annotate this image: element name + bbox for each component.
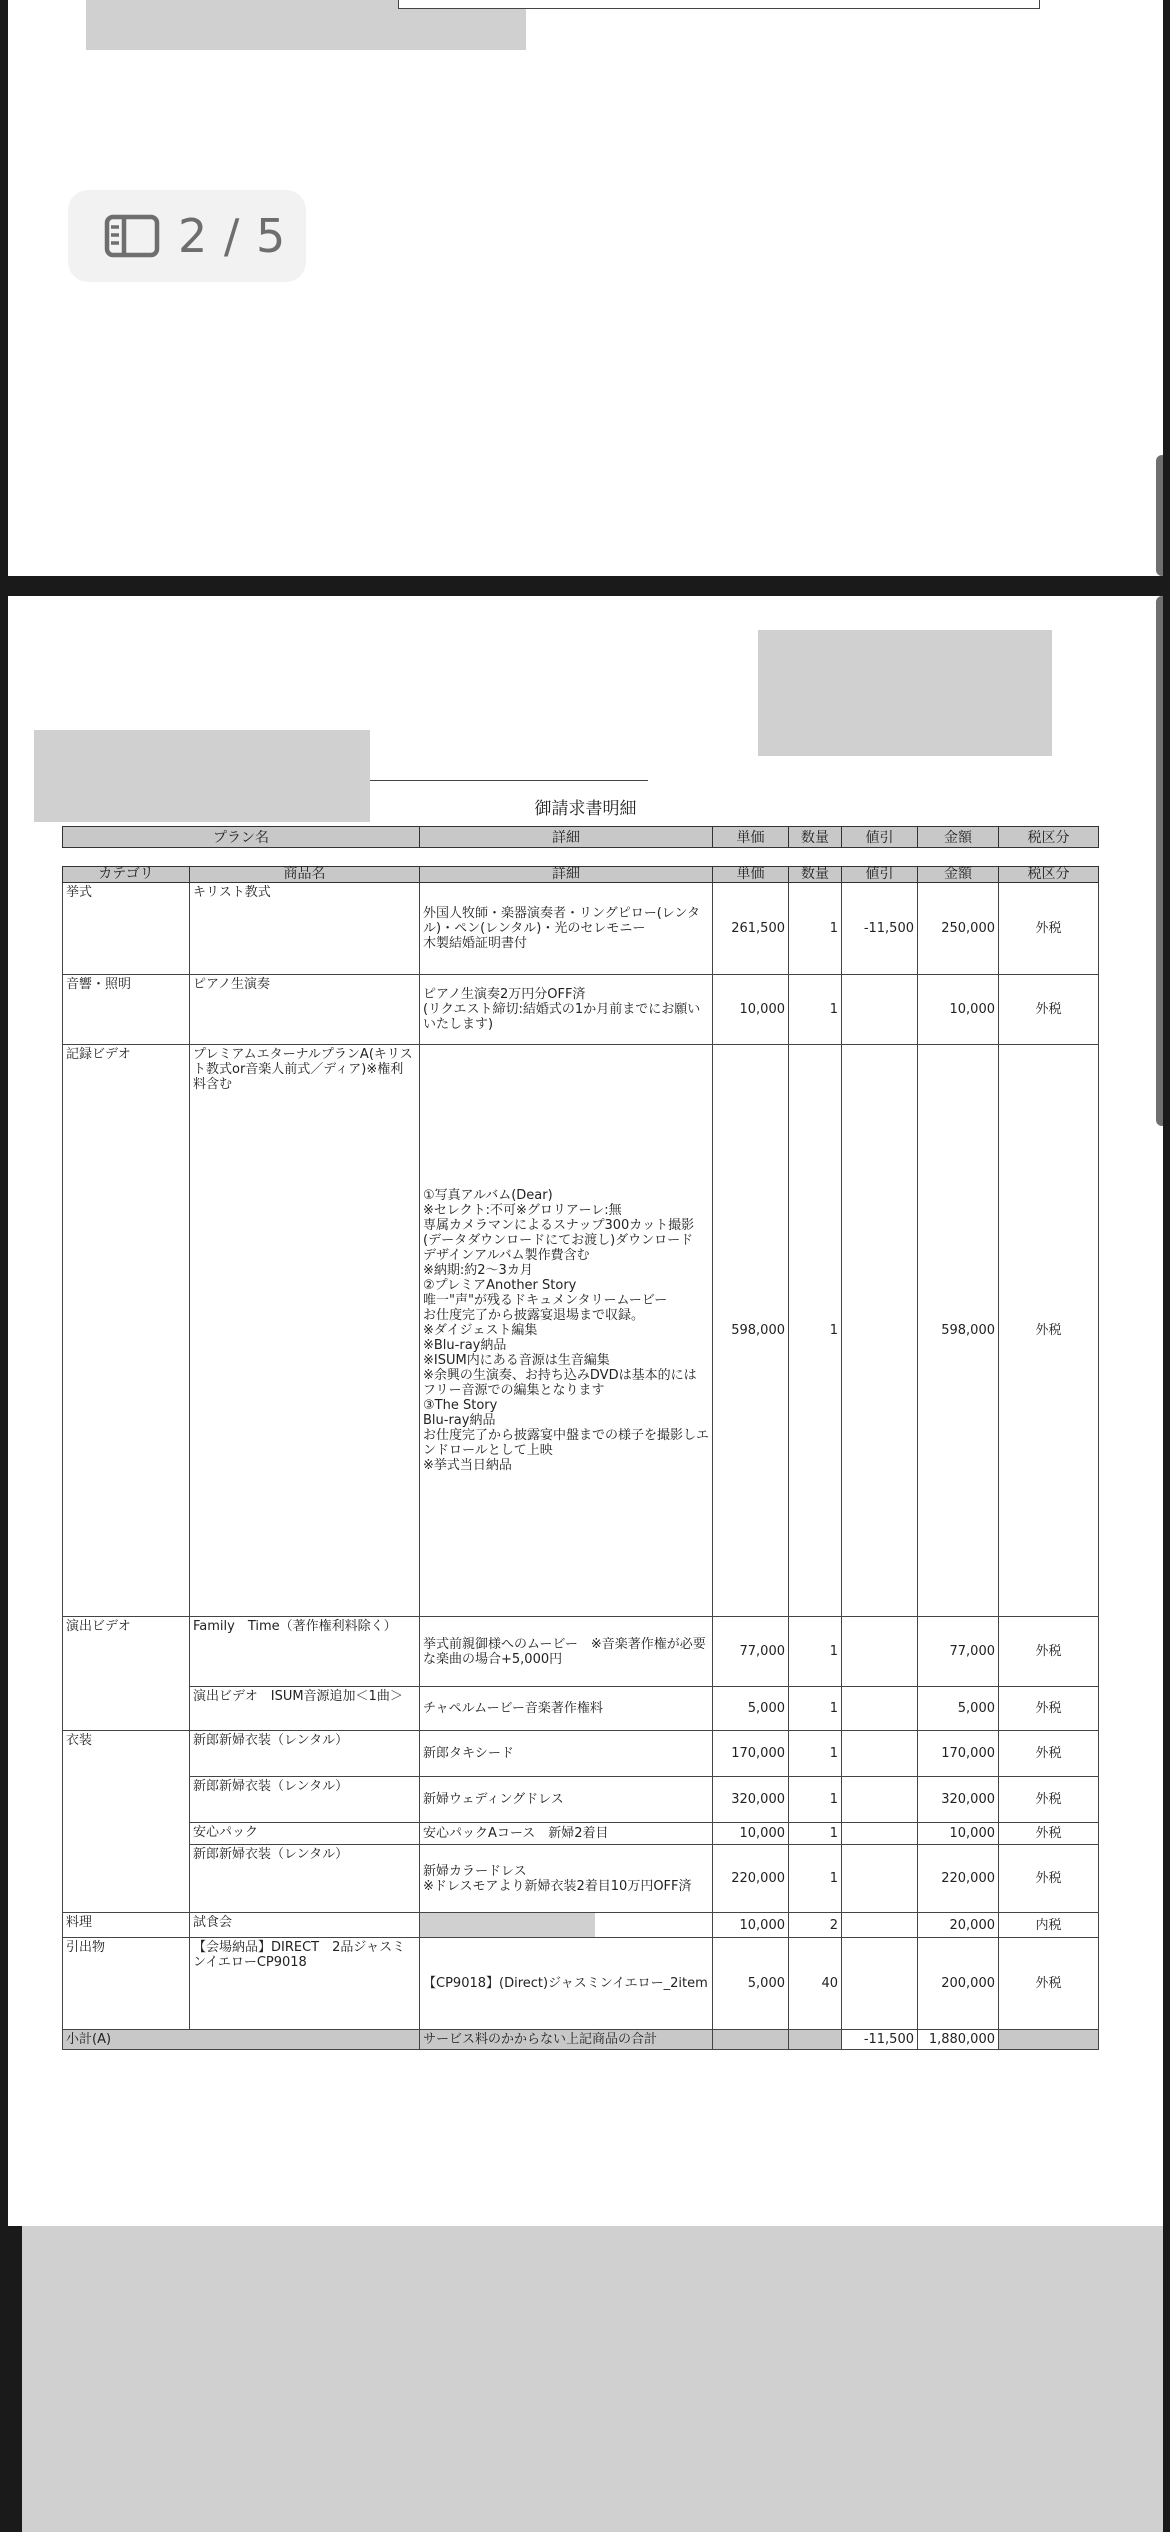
- cell-quantity: 1: [789, 1617, 842, 1687]
- scrollbar-thumb[interactable]: [1156, 596, 1163, 1126]
- column-category: カテゴリ: [63, 867, 190, 883]
- cell-detail: 新婦カラードレス ※ドレスモアより新婦衣装2着目10万円OFF済: [420, 1845, 713, 1913]
- page-indicator[interactable]: [68, 190, 306, 282]
- header-tax-type: 税区分: [999, 827, 1099, 848]
- sidebar-panel-icon: [104, 214, 160, 258]
- cell-unit-price: 77,000: [713, 1617, 789, 1687]
- invoice-detail-table: [62, 866, 1099, 2050]
- column-product: 商品名: [190, 867, 420, 883]
- column-unit-price: 単価: [713, 867, 789, 883]
- cell-quantity: 1: [789, 1731, 842, 1777]
- cell-discount: [842, 1687, 918, 1731]
- cell-amount: 20,000: [918, 1913, 999, 1938]
- redacted-block: [758, 630, 1052, 756]
- cell-amount: 220,000: [918, 1845, 999, 1913]
- cell-product: プレミアムエターナルプランA(キリスト教式or音楽人前式／ディア)※権利料含む: [190, 1045, 420, 1617]
- cell-quantity: 1: [789, 1687, 842, 1731]
- subtotal-discount: -11,500: [842, 2030, 918, 2050]
- table-row: [63, 883, 1099, 975]
- column-tax-type: 税区分: [999, 867, 1099, 883]
- cell-discount: [842, 975, 918, 1045]
- pdf-page-1: [8, 0, 1163, 576]
- column-amount: 金額: [918, 867, 999, 883]
- cell-discount: [842, 1845, 918, 1913]
- table-row: [63, 1617, 1099, 1687]
- cell-detail: ①写真アルバム(Dear) ※セレクト:不可※グロリアーレ:無 専属カメラマンによるスナップ300カット撮影 (データダウンロードにてお渡し)ダウンロード デザインアルバム製作費含む ※納期:約2～3カ月 ②プレミアAnother Story 唯一"声"が残るドキュメンタリームービー お仕度完了から披露宴退場まで収録。 ※ダイジェスト編集 ※Blu-ray納品 ※ISUM内にある音源は生音編集 ※余興の生演奏、お持ち込みDVDは基本的にはフリー音源での編集となります ③The Story Blu-ray納品 お仕度完了から披露宴中盤までの様子を撮影しエンドロールとして上映 ※挙式当日納品: [420, 1045, 713, 1617]
- cell-tax-type: 外税: [999, 1845, 1099, 1913]
- scrollbar-thumb[interactable]: [1156, 455, 1163, 576]
- cell-detail: 新婦ウェディングドレス: [420, 1777, 713, 1823]
- cell-detail: 外国人牧師・楽器演奏者・リングピロー(レンタル)・ペン(レンタル)・光のセレモニー 木製結婚証明書付: [420, 883, 713, 975]
- cell-product: キリスト教式: [190, 883, 420, 975]
- cell-quantity: 1: [789, 1845, 842, 1913]
- column-discount: 値引: [842, 867, 918, 883]
- cell-tax-type: 外税: [999, 975, 1099, 1045]
- cell-detail: 挙式前親御様へのムービー ※音楽著作権が必要な楽曲の場合+5,000円: [420, 1617, 713, 1687]
- cell-unit-price: 170,000: [713, 1731, 789, 1777]
- cell-unit-price: 10,000: [713, 1823, 789, 1845]
- page-indicator-label: 2 / 5: [178, 209, 287, 263]
- header-unit-price: 単価: [713, 827, 789, 848]
- subtotal-detail: サービス料のかからない上記商品の合計: [420, 2030, 713, 2050]
- cell-amount: 170,000: [918, 1731, 999, 1777]
- cell-tax-type: 外税: [999, 1823, 1099, 1845]
- cell-discount: [842, 1045, 918, 1617]
- cell-category: 料理: [63, 1913, 190, 1938]
- table-row: [63, 1938, 1099, 2030]
- pdf-page-2: [8, 596, 1163, 2226]
- cell-quantity: 1: [789, 1777, 842, 1823]
- cell-amount: 5,000: [918, 1687, 999, 1731]
- cell-category: 引出物: [63, 1938, 190, 2030]
- cell-unit-price: 10,000: [713, 1913, 789, 1938]
- cell-tax-type: 外税: [999, 1731, 1099, 1777]
- subtotal-row: [63, 2030, 1099, 2050]
- cell-detail: 【CP9018】(Direct)ジャスミンイエロー_2item: [420, 1938, 713, 2030]
- cell-category: 記録ビデオ: [63, 1045, 190, 1617]
- cell-discount: [842, 1731, 918, 1777]
- cell-detail-redacted: [420, 1913, 713, 1938]
- cell-product: 新郎新婦衣装（レンタル）: [190, 1731, 420, 1777]
- document-title: 御請求書明細: [534, 799, 637, 819]
- table-row: [63, 975, 1099, 1045]
- pdf-page-3: [22, 2226, 1163, 2532]
- cell-discount: [842, 1777, 918, 1823]
- cell-quantity: 2: [789, 1913, 842, 1938]
- cell-unit-price: 10,000: [713, 975, 789, 1045]
- column-quantity: 数量: [789, 867, 842, 883]
- cell-tax-type: 外税: [999, 1045, 1099, 1617]
- cell-tax-type: 内税: [999, 1913, 1099, 1938]
- cell-unit-price: 5,000: [713, 1938, 789, 2030]
- cell-tax-type: 外税: [999, 1687, 1099, 1731]
- cell-product: 新郎新婦衣装（レンタル）: [190, 1777, 420, 1823]
- cell-product: 安心パック: [190, 1823, 420, 1845]
- cell-detail: ピアノ生演奏2万円分OFF済 (リクエスト締切:結婚式の1か月前までにお願いいたします): [420, 975, 713, 1045]
- header-discount: 値引: [842, 827, 918, 848]
- cell-amount: 77,000: [918, 1617, 999, 1687]
- cell-quantity: 1: [789, 975, 842, 1045]
- table-row: [63, 1687, 1099, 1731]
- cell-product: 新郎新婦衣装（レンタル）: [190, 1845, 420, 1913]
- header-detail: 詳細: [420, 827, 713, 848]
- cell-detail: 安心パックAコース 新婦2着目: [420, 1823, 713, 1845]
- cell-amount: 10,000: [918, 975, 999, 1045]
- cell-category: 音響・照明: [63, 975, 190, 1045]
- header-quantity: 数量: [789, 827, 842, 848]
- table-row: [63, 1777, 1099, 1823]
- table-row: [63, 1845, 1099, 1913]
- cell-category: 演出ビデオ: [63, 1617, 190, 1731]
- cell-amount: 10,000: [918, 1823, 999, 1845]
- cell-unit-price: 220,000: [713, 1845, 789, 1913]
- cell-quantity: 1: [789, 1045, 842, 1617]
- cell-tax-type: 外税: [999, 1617, 1099, 1687]
- cell-detail: 新郎タキシード: [420, 1731, 713, 1777]
- header-plan-name: プラン名: [63, 827, 420, 848]
- column-detail: 詳細: [420, 867, 713, 883]
- subtotal-amount: 1,880,000: [918, 2030, 999, 2050]
- cell-quantity: 1: [789, 883, 842, 975]
- cell-amount: 598,000: [918, 1045, 999, 1617]
- table-row: [63, 1913, 1099, 1938]
- cell-quantity: 1: [789, 1823, 842, 1845]
- cell-unit-price: 5,000: [713, 1687, 789, 1731]
- header-amount: 金額: [918, 827, 999, 848]
- subtotal-label: 小計(A): [63, 2030, 420, 2050]
- table-row: [63, 1823, 1099, 1845]
- cell-category: 衣装: [63, 1731, 190, 1913]
- cell-category: 挙式: [63, 883, 190, 975]
- cell-discount: -11,500: [842, 883, 918, 975]
- cell-product: 【会場納品】DIRECT 2品ジャスミンイエローCP9018: [190, 1938, 420, 2030]
- cell-discount: [842, 1938, 918, 2030]
- plan-header-table: [62, 826, 1099, 848]
- cell-amount: 200,000: [918, 1938, 999, 2030]
- cell-product: 演出ビデオ ISUM音源追加＜1曲＞: [190, 1687, 420, 1731]
- cell-tax-type: 外税: [999, 883, 1099, 975]
- cell-discount: [842, 1617, 918, 1687]
- cell-tax-type: 外税: [999, 1938, 1099, 2030]
- cell-product: 試食会: [190, 1913, 420, 1938]
- cell-tax-type: 外税: [999, 1777, 1099, 1823]
- cell-unit-price: 320,000: [713, 1777, 789, 1823]
- cell-amount: 320,000: [918, 1777, 999, 1823]
- cell-discount: [842, 1913, 918, 1938]
- cell-product: ピアノ生演奏: [190, 975, 420, 1045]
- cell-detail: チャペルムービー音楽著作権料: [420, 1687, 713, 1731]
- cell-amount: 250,000: [918, 883, 999, 975]
- form-box: [398, 0, 1040, 9]
- cell-discount: [842, 1823, 918, 1845]
- cell-quantity: 40: [789, 1938, 842, 2030]
- underline: [370, 780, 648, 781]
- cell-unit-price: 261,500: [713, 883, 789, 975]
- cell-unit-price: 598,000: [713, 1045, 789, 1617]
- table-row: [63, 1045, 1099, 1617]
- table-row: [63, 1731, 1099, 1777]
- cell-product: Family Time（著作権利料除く）: [190, 1617, 420, 1687]
